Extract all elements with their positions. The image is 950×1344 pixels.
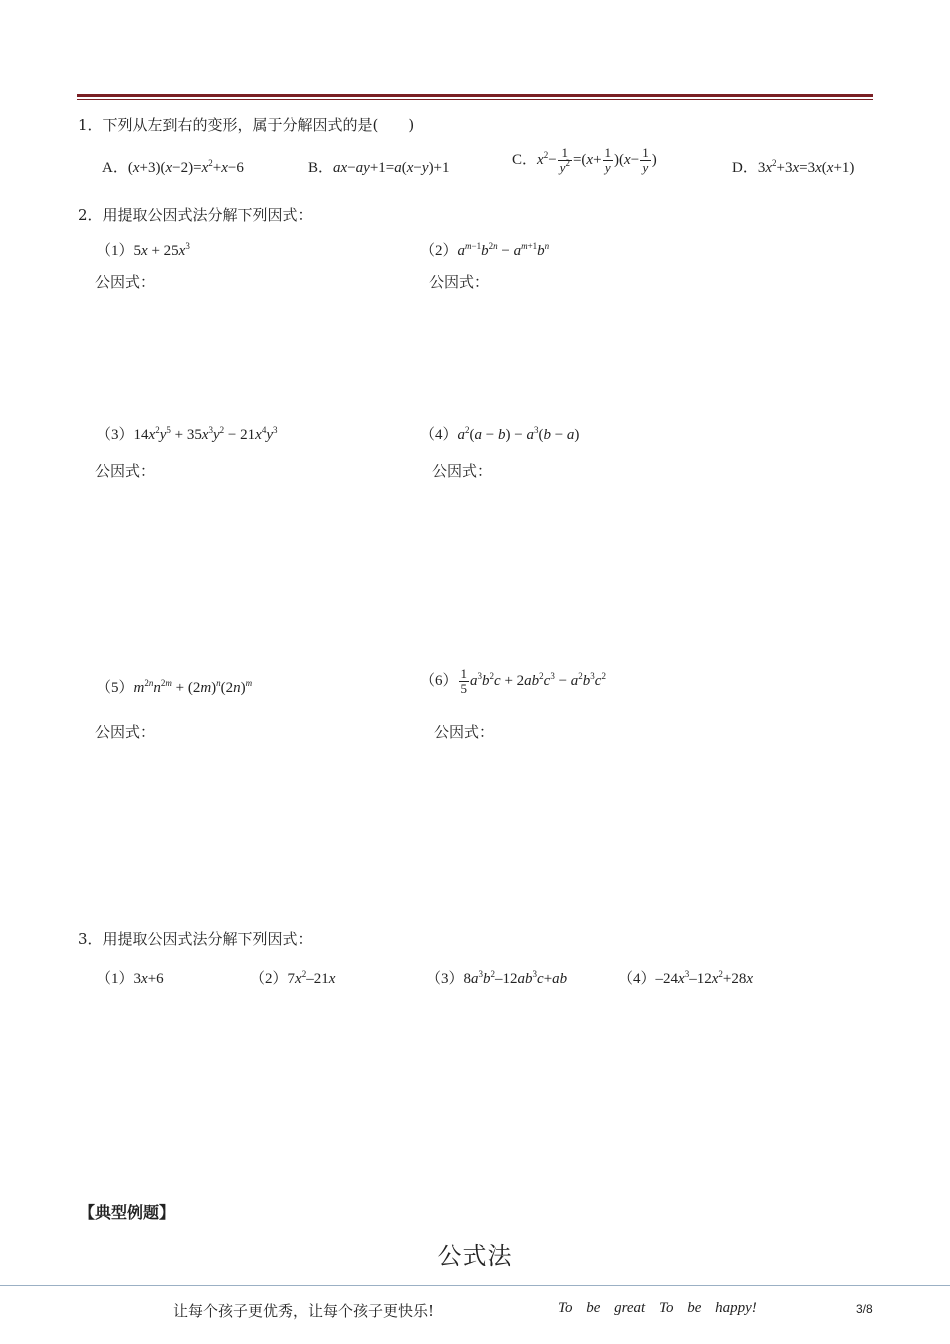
q3-item-3: $(3)8a^3b^2-12ab^3c+ab$	[426, 969, 568, 987]
q2-item-4-common-factor-label: 公因式：	[432, 462, 493, 480]
q1-option-b: B．ax−ay+1=a(x−y)+1	[308, 160, 450, 176]
q2-item-3-common-factor-label: 公因式：	[95, 462, 156, 480]
q2-item-1-number: （1）	[96, 243, 134, 259]
q3-item-3-number: （3）	[426, 971, 464, 987]
q2-item-3: $(3)14x^2y^5 + 35x^3y^2 - 21x^4y^3$	[96, 425, 278, 443]
q2-item-2-common-factor-label: 公因式：	[429, 273, 490, 291]
header-rule-thick	[77, 94, 873, 97]
q2-item-2: $(2)a^{m-1}b^{2n} - a^{m+1}b^n$	[420, 241, 550, 259]
q3-stem: 3．用提取公因式法分解下列因式：	[78, 930, 313, 948]
q1-option-b-label: B．	[308, 160, 334, 176]
q3-item-4: $(4)-24x^3-12x^2+28x$	[618, 969, 753, 987]
q3-item-1: （1）3x+6	[96, 971, 164, 987]
q2-item-5-number: （5）	[96, 680, 134, 696]
q1-stem: 1．下列从左到右的变形，属于分解因式的是( )	[78, 116, 415, 134]
footer-motto: To be great To be happy!	[558, 1300, 757, 1316]
q3-item-1-number: （1）	[96, 971, 134, 987]
q2-item-6-common-factor-label: 公因式：	[434, 723, 495, 741]
section-heading: 【典型例题】	[79, 1203, 176, 1222]
q3-item-2: $(2)7x^2-21x$	[250, 969, 336, 987]
section-title: 公式法	[437, 1242, 513, 1270]
q2-item-4-number: （4）	[420, 427, 458, 443]
q2-item-5-common-factor-label: 公因式：	[95, 723, 156, 741]
q2-item-6-number: （6）	[420, 673, 458, 690]
q2-item-6: （6） $\frac{1}{5}$ $a^3b^2c + 2ab^2c^3 - a^2b^3c^2$	[420, 666, 606, 697]
q2-item-2-number: （2）	[420, 243, 458, 259]
q1-option-d-label: D．	[732, 160, 758, 176]
q1-option-a: A．$(x+3)(x-2)=x^2+x-6$	[102, 158, 244, 176]
footer-rule	[0, 1285, 950, 1286]
q1-option-c-label: C．	[512, 152, 538, 169]
q2-item-4: $(4)a^2(a - b) - a^3(b - a)$	[420, 425, 580, 443]
q1-option-d: D．$3x^2+3x=3x(x+1)$	[732, 158, 855, 176]
q2-item-3-number: （3）	[96, 427, 134, 443]
page-number: 3/8	[856, 1302, 873, 1316]
q3-item-2-number: （2）	[250, 971, 288, 987]
q2-item-5: $(5)m^{2n}n^{2m} + (2m)^n(2n)^m$	[96, 678, 253, 696]
header-rule-thin	[77, 99, 873, 100]
q1-option-c: C．$x^2-$ $\frac{1}{y^2}$ =(x+ $\frac{1}{y}$ )(x− $\frac{1}{y}$ )	[512, 145, 657, 176]
q2-stem: 2．用提取公因式法分解下列因式：	[78, 206, 313, 224]
q2-item-1-common-factor-label: 公因式：	[95, 273, 156, 291]
q3-item-4-number: （4）	[618, 971, 656, 987]
q1-option-a-label: A．	[102, 160, 128, 176]
q2-item-1: $(1)5x + 25x^3$	[96, 241, 190, 259]
footer-slogan: 让每个孩子更优秀，让每个孩子更快乐!	[173, 1302, 435, 1320]
